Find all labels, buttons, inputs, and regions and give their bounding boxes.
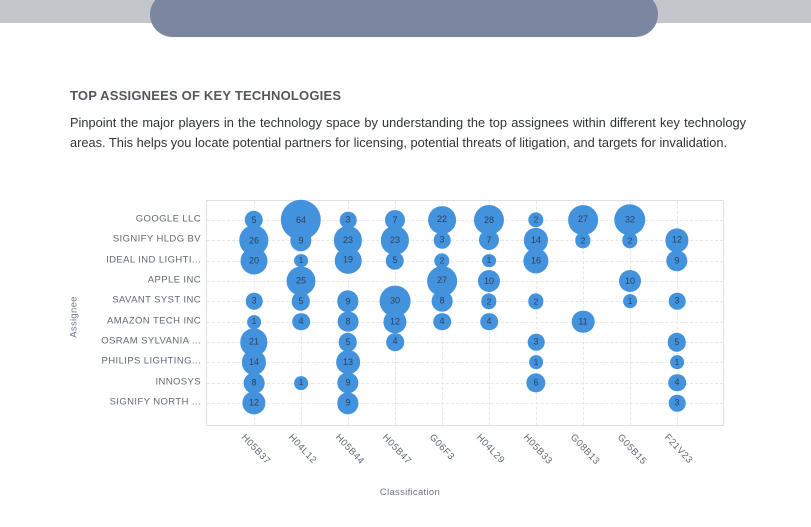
bubble-signify-north--h05b37[interactable]: 12 (242, 392, 265, 415)
bubble-signify-hldg-bv-f21v23[interactable]: 12 (665, 229, 688, 252)
bubble-google-llc-h05b37[interactable]: 5 (245, 211, 263, 229)
y-tick-label: AMAZON TECH INC (107, 315, 201, 327)
bubble-innosys-h04l12[interactable]: 1 (294, 376, 308, 390)
bubble-savant-syst-inc-h05b37[interactable]: 3 (246, 293, 263, 310)
y-tick-label: SAVANT SYST INC (112, 294, 201, 306)
section-description: Pinpoint the major players in the technology space by understanding the top assignees within different key technology areas. This helps you locate potential partners for licensing, potential threats of litigation, and targets for invalidation. (70, 115, 746, 151)
bubble-savant-syst-inc-h05b33[interactable]: 2 (528, 294, 543, 309)
bubble-philips-lighting--h05b37[interactable]: 14 (242, 350, 266, 374)
x-tick-label: G06F3 (426, 432, 457, 463)
bubble-google-llc-h04l29[interactable]: 28 (474, 205, 504, 235)
bubble-amazon-tech-inc-h05b44[interactable]: 8 (338, 311, 359, 332)
section-title: TOP ASSIGNEES OF KEY TECHNOLOGIES (70, 88, 342, 103)
bubble-signify-hldg-bv-h05b37[interactable]: 26 (239, 226, 268, 255)
x-tick-label: H04L29 (473, 432, 507, 467)
bubble-ideal-ind-lighti--h04l29[interactable]: 1 (482, 254, 496, 268)
bubble-signify-hldg-bv-h04l12[interactable]: 9 (290, 230, 311, 251)
bubble-savant-syst-inc-h05b47[interactable]: 30 (380, 286, 411, 317)
bubble-apple-inc-g05b15[interactable]: 10 (619, 270, 641, 292)
bubble-osram-sylvania--h05b44[interactable]: 5 (339, 333, 357, 351)
bubble-savant-syst-inc-h04l29[interactable]: 2 (481, 294, 496, 309)
bubble-signify-hldg-bv-h05b33[interactable]: 14 (524, 228, 548, 252)
bubble-google-llc-g08b13[interactable]: 27 (568, 205, 598, 235)
bubble-signify-hldg-bv-g05b15[interactable]: 2 (622, 233, 637, 248)
x-tick-label: H04L12 (285, 432, 319, 467)
bubble-amazon-tech-inc-h04l29[interactable]: 4 (480, 313, 498, 331)
bubble-innosys-h05b37[interactable]: 8 (244, 372, 265, 393)
bubble-google-llc-g05b15[interactable]: 32 (614, 204, 645, 235)
bubble-savant-syst-inc-f21v23[interactable]: 3 (669, 293, 686, 310)
y-tick-label: SIGNIFY NORTH ... (109, 396, 201, 408)
bubble-philips-lighting--h05b33[interactable]: 1 (529, 356, 543, 370)
bubble-ideal-ind-lighti--g06f3[interactable]: 2 (434, 253, 449, 268)
y-tick-label: GOOGLE LLC (135, 213, 201, 225)
bubble-apple-inc-g06f3[interactable]: 27 (427, 266, 457, 296)
bubble-ideal-ind-lighti--f21v23[interactable]: 9 (666, 250, 687, 271)
bubble-ideal-ind-lighti--h05b44[interactable]: 19 (335, 247, 362, 274)
bubble-ideal-ind-lighti--h05b37[interactable]: 20 (241, 247, 268, 274)
bubble-signify-hldg-bv-h04l29[interactable]: 7 (479, 230, 499, 250)
bubble-amazon-tech-inc-g08b13[interactable]: 11 (572, 310, 595, 333)
bubble-amazon-tech-inc-h04l12[interactable]: 4 (292, 313, 310, 331)
bubble-apple-inc-h04l29[interactable]: 10 (478, 270, 500, 292)
h-gridline (207, 322, 723, 323)
x-tick-label: H05B33 (520, 432, 555, 467)
bubble-amazon-tech-inc-g06f3[interactable]: 4 (433, 313, 451, 331)
h-gridline (207, 362, 723, 363)
bubble-google-llc-h05b44[interactable]: 3 (340, 212, 357, 229)
bubble-philips-lighting--h05b44[interactable]: 13 (336, 351, 360, 375)
bubble-innosys-h05b33[interactable]: 6 (526, 373, 545, 392)
bubble-innosys-f21v23[interactable]: 4 (668, 374, 686, 392)
bubble-signify-north--f21v23[interactable]: 3 (669, 395, 686, 412)
x-tick-label: H05B47 (379, 432, 414, 467)
h-gridline (207, 281, 723, 282)
y-tick-label: INNOSYS (155, 376, 201, 388)
bubble-innosys-h05b44[interactable]: 9 (337, 372, 358, 393)
bubble-amazon-tech-inc-h05b37[interactable]: 1 (247, 315, 261, 329)
bubble-ideal-ind-lighti--h05b47[interactable]: 5 (386, 251, 404, 269)
y-tick-label: PHILIPS LIGHTING... (101, 355, 201, 367)
bubble-signify-hldg-bv-g06f3[interactable]: 3 (434, 232, 451, 249)
x-axis-title: Classification (379, 487, 441, 498)
bubble-savant-syst-inc-g06f3[interactable]: 8 (432, 291, 453, 312)
bubble-signify-hldg-bv-g08b13[interactable]: 2 (575, 233, 590, 248)
bubble-philips-lighting--f21v23[interactable]: 1 (670, 356, 684, 370)
bubble-amazon-tech-inc-h05b47[interactable]: 12 (383, 310, 406, 333)
x-tick-label: G08B13 (567, 432, 602, 468)
h-gridline (207, 301, 723, 302)
plot-area (206, 200, 724, 426)
h-gridline (207, 240, 723, 241)
y-tick-label: IDEAL IND LIGHTI... (106, 254, 201, 266)
bubble-signify-hldg-bv-h05b47[interactable]: 23 (381, 226, 409, 254)
h-gridline (207, 383, 723, 384)
bubble-osram-sylvania--h05b37[interactable]: 21 (240, 328, 267, 355)
bubble-ideal-ind-lighti--h04l12[interactable]: 1 (294, 254, 308, 268)
bubble-google-llc-h04l12[interactable]: 64 (281, 200, 321, 240)
h-gridline (207, 342, 723, 343)
bubble-chart (60, 195, 760, 520)
bubble-ideal-ind-lighti--h05b33[interactable]: 16 (523, 248, 548, 273)
bubble-savant-syst-inc-g05b15[interactable]: 1 (623, 294, 637, 308)
h-gridline (207, 261, 723, 262)
bubble-osram-sylvania--h05b47[interactable]: 4 (386, 333, 404, 351)
bubble-google-llc-h05b47[interactable]: 7 (385, 210, 405, 230)
x-tick-label: H05B37 (238, 432, 273, 467)
header-tab (150, 0, 658, 37)
bubble-signify-hldg-bv-h05b44[interactable]: 23 (334, 226, 362, 254)
y-tick-label: OSRAM SYLVANIA ... (101, 335, 201, 347)
bubble-google-llc-h05b33[interactable]: 2 (528, 212, 543, 227)
x-tick-label: F21V23 (661, 432, 695, 467)
bubble-osram-sylvania--h05b33[interactable]: 3 (528, 334, 545, 351)
top-bar (0, 0, 811, 23)
bubble-savant-syst-inc-h05b44[interactable]: 9 (337, 291, 358, 312)
bubble-apple-inc-h04l12[interactable]: 25 (287, 267, 316, 296)
x-tick-label: H05B44 (332, 432, 367, 467)
y-axis-title: Assignee (68, 296, 80, 338)
content-section (70, 88, 746, 153)
y-tick-label: APPLE INC (147, 274, 201, 286)
bubble-google-llc-g06f3[interactable]: 22 (428, 206, 456, 234)
bubble-osram-sylvania--f21v23[interactable]: 5 (668, 333, 686, 351)
h-gridline (207, 403, 723, 404)
x-tick-label: G05B15 (614, 432, 649, 468)
bubble-savant-syst-inc-h04l12[interactable]: 5 (292, 292, 310, 310)
y-tick-label: SIGNIFY HLDG BV (112, 233, 201, 245)
bubble-signify-north--h05b44[interactable]: 9 (337, 392, 358, 413)
